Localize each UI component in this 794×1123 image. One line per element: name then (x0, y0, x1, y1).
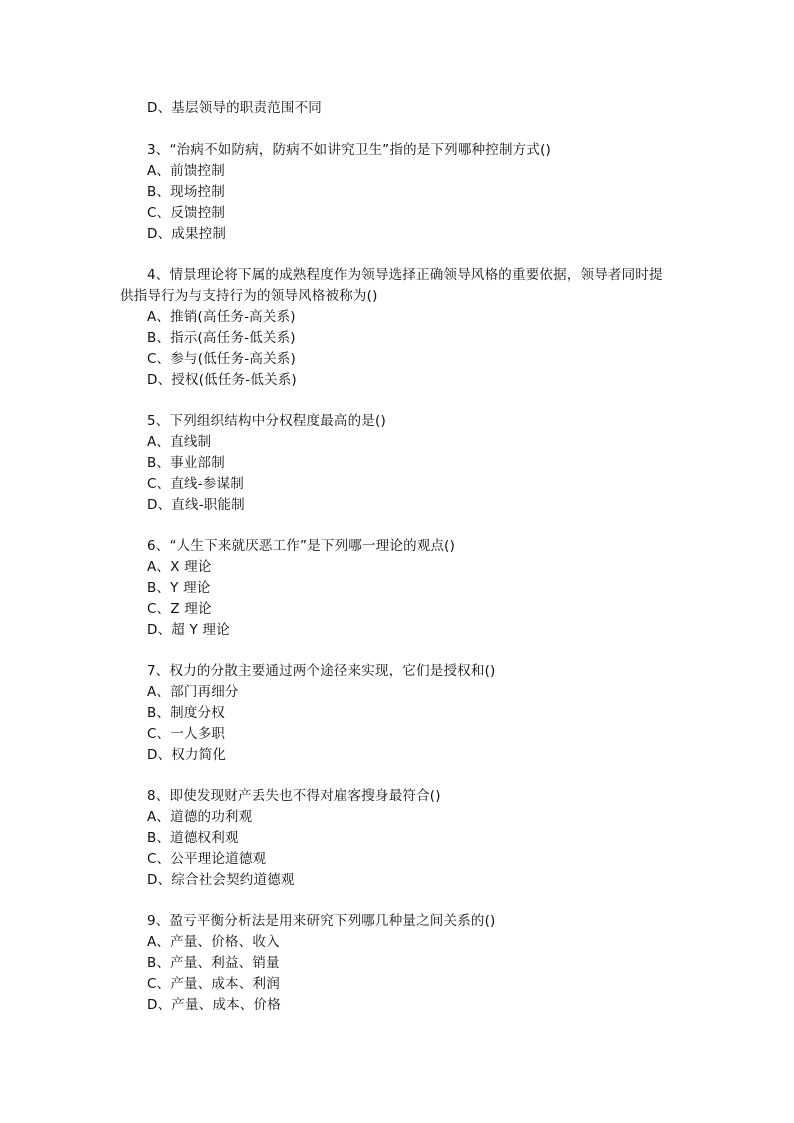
question-4-option-a: A、推销(高任务-高关系) (147, 309, 296, 325)
question-5-option-b: B、事业部制 (147, 455, 225, 471)
prev-question-option-d: D、基层领导的职责范围不同 (147, 100, 322, 116)
question-6-option-c: C、Z 理论 (147, 601, 212, 617)
question-5-stem: 5、下列组织结构中分权程度最高的是() (147, 413, 386, 429)
question-5-option-a: A、直线制 (147, 434, 212, 450)
question-8-option-d: D、综合社会契约道德观 (147, 872, 295, 888)
question-7-option-c: C、一人多职 (147, 726, 226, 742)
question-7-option-d: D、权力简化 (147, 747, 227, 763)
question-9-option-b: B、产量、利益、销量 (147, 955, 280, 971)
question-7-option-a: A、部门再细分 (147, 684, 239, 700)
question-3-option-b: B、现场控制 (147, 184, 225, 200)
question-3-option-a: A、前馈控制 (147, 163, 225, 179)
question-4-option-d: D、授权(低任务-低关系) (147, 372, 297, 388)
question-5-option-d: D、直线-职能制 (147, 497, 245, 513)
question-7-option-b: B、制度分权 (147, 705, 225, 721)
question-4-option-b: B、指示(高任务-低关系) (147, 330, 296, 346)
question-8-option-a: A、道德的功利观 (147, 809, 253, 825)
question-3-stem: 3、“治病不如防病，防病不如讲究卫生”指的是下列哪种控制方式() (147, 142, 552, 158)
question-3-option-c: C、反馈控制 (147, 205, 226, 221)
question-9-option-c: C、产量、成本、利润 (147, 976, 280, 992)
question-4-stem-line2: 供指导行为与支持行为的领导风格被称为() (120, 288, 378, 304)
question-9-option-a: A、产量、价格、收入 (147, 934, 280, 950)
question-4-option-c: C、参与(低任务-高关系) (147, 351, 296, 367)
question-3-option-d: D、成果控制 (147, 226, 227, 242)
question-8-option-b: B、道德权利观 (147, 830, 239, 846)
question-9-stem: 9、盈亏平衡分析法是用来研究下列哪几种量之间关系的() (147, 913, 496, 929)
question-6-option-d: D、超 Y 理论 (147, 622, 230, 638)
question-6-stem: 6、“人生下来就厌恶工作”是下列哪一理论的观点() (147, 538, 456, 554)
question-7-stem: 7、权力的分散主要通过两个途径来实现，它们是授权和() (147, 663, 496, 679)
question-6-option-b: B、Y 理论 (147, 580, 211, 596)
question-6-option-a: A、X 理论 (147, 559, 212, 575)
question-5-option-c: C、直线-参谋制 (147, 476, 244, 492)
question-8-stem: 8、即使发现财产丢失也不得对雇客搜身最符合() (147, 788, 441, 804)
question-9-option-d: D、产量、成本、价格 (147, 997, 281, 1013)
question-4-stem-line1: 4、情景理论将下属的成熟程度作为领导选择正确领导风格的重要依据，领导者同时提 (147, 267, 663, 283)
question-8-option-c: C、公平理论道德观 (147, 851, 267, 867)
